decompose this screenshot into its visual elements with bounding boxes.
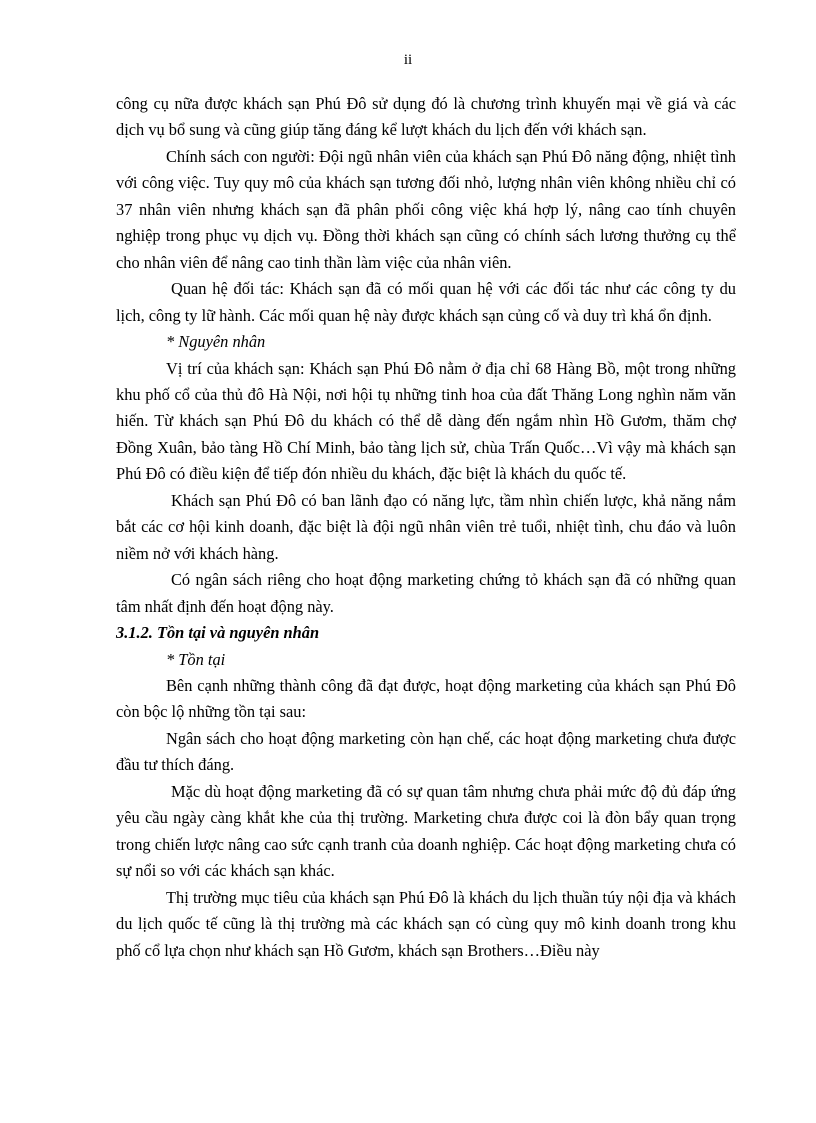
- paragraph-promotions: công cụ nữa được khách sạn Phú Đô sử dụng đó là chương trình khuyến mại về giá và các dịch vụ bổ sung và cũng giúp tăng đáng kể lượt khách du lịch đến với khách sạn.: [116, 94, 736, 140]
- page-content: [116, 91, 736, 964]
- paragraph-partner-relations: Quan hệ đối tác: Khách sạn đã có mối quan hệ với các đối tác như các công ty du lịch, công ty lữ hành. Các mối quan hệ này được khách sạn củng cố và duy trì khá ổn định.: [116, 279, 736, 325]
- subheading-limitations: * Tồn tại: [166, 649, 226, 669]
- paragraph-target-market: Thị trường mục tiêu của khách sạn Phú Đô là khách du lịch thuần túy nội địa và khách du lịch quốc tế cũng là thị trường mà các khách sạn có cùng quy mô kinh doanh trong khu phố cổ lựa chọn như khách sạn Hồ Gươm, khách sạn Brothers…Điều này: [116, 887, 736, 960]
- paragraph-location: Vị trí của khách sạn: Khách sạn Phú Đô nằm ở địa chỉ 68 Hàng Bồ, một trong những khu phố cổ của thủ đô Hà Nội, nơi hội tụ những tinh hoa của đất Thăng Long nghìn năm văn hiến. Từ khách sạn Phú Đô du khách có thể dễ dàng đến ngắm nhìn Hồ Gươm, thăm chợ Đồng Xuân, bảo tàng Hồ Chí Minh, bảo tàng lịch sử, chùa Trấn Quốc…Vì vậy mà khách sạn Phú Đô có điều kiện để tiếp đón nhiều du khách, đặc biệt là khách du quốc tế.: [116, 358, 736, 484]
- section-heading: 3.1.2. Tồn tại và nguyên nhân: [116, 623, 320, 643]
- paragraph-limitations-intro: Bên cạnh những thành công đã đạt được, hoạt động marketing của khách sạn Phú Đô còn bộc lộ những tồn tại sau:: [116, 675, 736, 722]
- paragraph-leadership: Khách sạn Phú Đô có ban lãnh đạo có năng lực, tầm nhìn chiến lược, khả năng nắm bắt các cơ hội kinh doanh, đặc biệt là đội ngũ nhân viên trẻ tuổi, nhiệt tình, chu đáo và luôn niềm nở với khách hàng.: [116, 490, 736, 563]
- paragraph-marketing-attention: Mặc dù hoạt động marketing đã có sự quan tâm nhưng chưa phải mức độ đủ đáp ứng yêu cầu ngày càng khắt khe của thị trường. Marketing chưa được coi là đòn bẩy quan trọng trong chiến lược nâng cao sức cạnh tranh của doanh nghiệp. Các hoạt động marketing chưa có sự nổi so với các khách sạn khác.: [116, 781, 736, 881]
- subheading-causes: * Nguyên nhân: [166, 332, 266, 352]
- paragraph-human-policy: Chính sách con người: Đội ngũ nhân viên của khách sạn Phú Đô năng động, nhiệt tình với công việc. Tuy quy mô của khách sạn tương đối nhỏ, lượng nhân viên không nhiều chỉ có 37 nhân viên nhưng khách sạn đã phân phối công việc khá hợp lý, nâng cao tính chuyên nghiệp trong phục vụ dịch vụ. Đồng thời khách sạn cũng có chính sách lương thưởng cụ thể cho nhân viên để nâng cao tinh thần làm việc của nhân viên.: [116, 146, 736, 272]
- paragraph-budget: Có ngân sách riêng cho hoạt động marketing chứng tỏ khách sạn đã có những quan tâm nhất định đến hoạt động này.: [116, 570, 736, 616]
- paragraph-limited-budget: Ngân sách cho hoạt động marketing còn hạn chế, các hoạt động marketing chưa được đầu tư thích đáng.: [116, 728, 736, 775]
- page-number: ii: [403, 52, 413, 68]
